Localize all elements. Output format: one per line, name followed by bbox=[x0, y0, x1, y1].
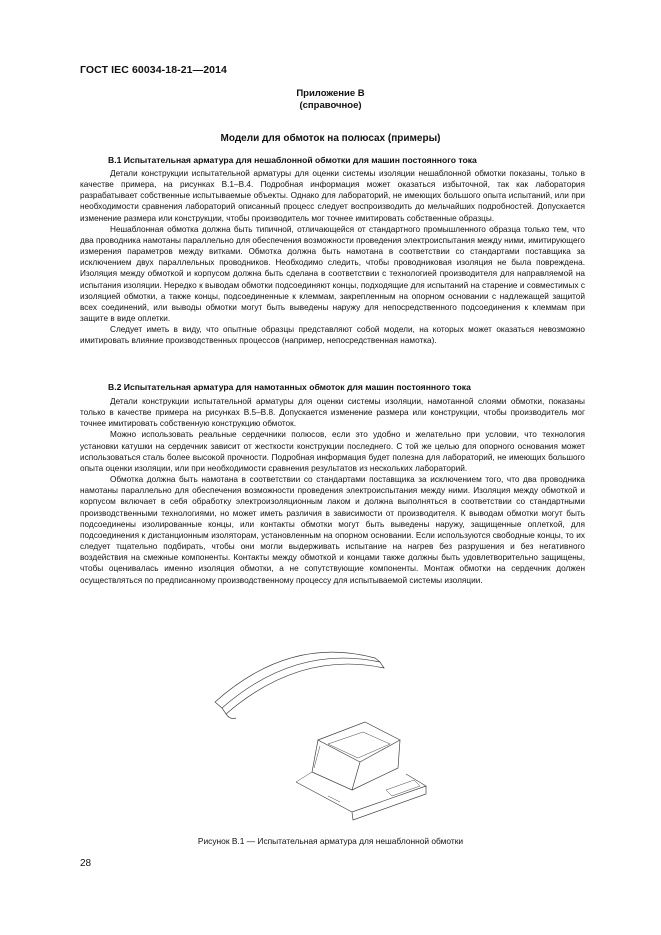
paragraph: Следует иметь в виду, что опытные образцы представляют собой модели, на которых может оказаться невозможно имитировать влияние производственных процессов (например, непосредственная намотка). bbox=[80, 325, 585, 346]
base-plate-outline bbox=[296, 774, 426, 812]
paragraph: Обмотка должна быть намотана в соответствии со стандартами поставщика за исключением того, что два проводника намотаны параллельно для обеспечения возможности проведения электроиспытания между ними. Изоляция между обмоткой и корпусом включает в себя обработку электроизоляционным лаком и должна выполняться в соответствии со стандартными производственными технологиями, но может иметь различия в зависимости от производителя. К выводам обмотки могут быть подсоединены изолированные концы, или контакты обмотки могут быть выведены наружу, защищенные оплеткой, для подсоединения к дистанционным изоляторам, установленным на опорном основании. Если используются свободные концы, то их следует тщательно подбирать, чтобы они могли выдерживать испытание на нагрев без разрушения и без негативного воздействия на смежные компоненты. Контакты между обмоткой и концами также должны быть удовлетворительно защищены, чтобы оценивалась именно изоляция обмотки, а не сопутствующие компоненты. Монтаж обмотки на сердечник должен осуществляться по предписанному производственному процессу для испытываемой системы изоляции. bbox=[80, 475, 585, 585]
base-mark bbox=[328, 796, 340, 802]
coil-top-face bbox=[318, 722, 400, 762]
section-heading-b2: В.2 Испытательная арматура для намотанных обмоток для машин постоянного тока bbox=[108, 382, 471, 392]
figure-caption: Рисунок В.1 — Испытательная арматура для нешаблонной обмотки bbox=[197, 836, 464, 846]
section-heading-b1: В.1 Испытательная арматура для нешаблонной обмотки для машин постоянного тока bbox=[108, 155, 477, 165]
test-fixture-figure bbox=[200, 640, 460, 830]
paragraph: Можно использовать реальные сердечники полюсов, если это удобно и желательно при условии, что технология установки катушки на сердечник зависит от жесткости конструкции последнего. С той же целью для опорного основания может использоваться сталь более высокой прочности. Подробная информация будет полезна для лабораторий, не имеющих большого опыта оценки изоляции, или при необходимости сравнения результатов из нескольких лабораторий. bbox=[80, 430, 585, 473]
base-plate-edge bbox=[296, 772, 312, 782]
pole-shoe-edge bbox=[222, 662, 384, 714]
appendix-title: Приложение В bbox=[296, 88, 365, 99]
main-title: Модели для обмоток на полюсах (примеры) bbox=[220, 133, 441, 144]
section-body-b1 bbox=[80, 168, 585, 347]
paragraph: Нешаблонная обмотка должна быть типичной, отличающейся от стандартного промышленного образца только тем, что два проводника намотаны параллельно для обеспечения возможности проведения электроиспытания между ними, имитирующего измерения параметров между витками. Обмотка должна быть намотана в соответствии со стандартами поставщика за исключением двух параллельных проводников. Необходимо следить, чтобы проводниковая изоляция не была повреждена. Изоляция между обмоткой и корпусом должна быть сделана в соответствии с технологией производителя для направляемой на испытания изоляции. Нередко к выводам обмотки подсоединяют концы, подходящие для испытаний на старение и совместимых с изоляцией обмотки, а также концы, подсоединенные к клеммам, закрепленным на опорном основании с надлежащей защитой всех соединений, или выводы обмотки могут быть выведены наружу для непосредственного подсоединения к клеммам при защите в виде оплетки. bbox=[80, 224, 585, 324]
pole-shoe-corner bbox=[226, 714, 236, 719]
coil-inner-outline bbox=[328, 732, 390, 758]
appendix-subtitle: (справочное) bbox=[299, 100, 362, 111]
paragraph: Детали конструкции испытательной арматуры для оценки системы изоляции нешаблонной обмотки показаны, только в качестве примера, на рисунках В.1–В.4. Подробная информация может оказаться избыточной, так как лаборатория разрабатывает собственные испытываемые объекты. Однако для лабораторий, не имеющих большого опыта испытаний, или при необходимости сравнения лабораторий описанный процесс следует воспроизводить до мельчайших подробностей. Допускается изменение размера или конструкции, чтобы производитель мог точнее имитировать собственные образцы. bbox=[80, 169, 585, 223]
base-plate-thickness bbox=[352, 786, 426, 820]
pole-shoe-shape bbox=[215, 652, 380, 708]
base-slot bbox=[386, 780, 420, 796]
paragraph: Детали конструкции испытательной арматуры для оценки системы изоляции, намотанной слоями обмотки, показаны только в качестве примера на рисунках В.5–В.8. Допускается изменение размера или конструкции, чтобы производитель мог точнее имитировать собственную конструкцию обмоток. bbox=[80, 397, 585, 429]
section-body-b2 bbox=[80, 396, 585, 586]
page-number: 28 bbox=[80, 858, 92, 869]
document-header: ГОСТ IEC 60034-18-21—2014 bbox=[80, 64, 227, 76]
